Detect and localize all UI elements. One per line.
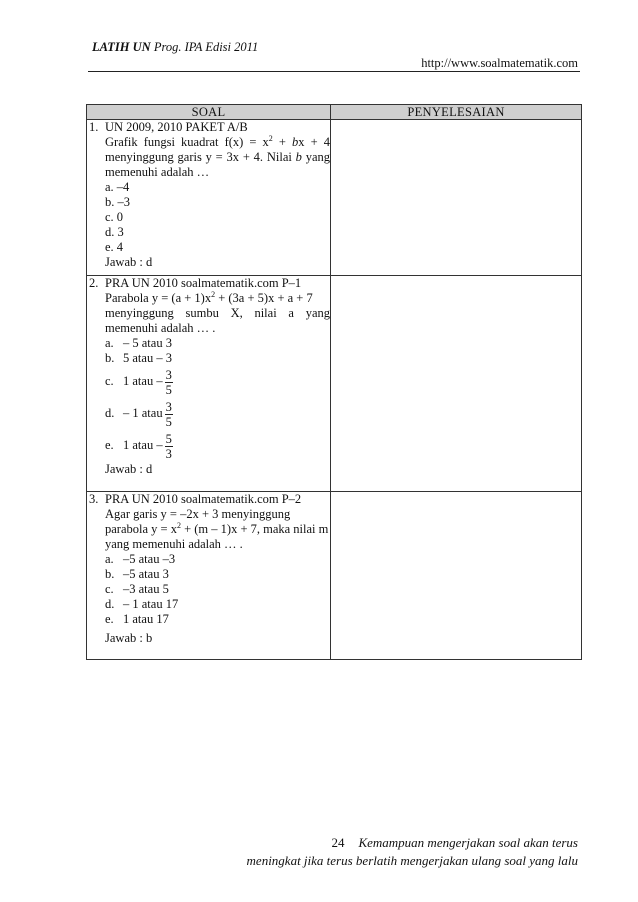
option-c: c. 1 atau – $\frac{3}{5}$: [105, 367, 172, 397]
question-text: Parabola $y = (a + 1)x^2 + (3a + 5)x + a + 7$: [105, 289, 313, 305]
answer-space: [331, 276, 582, 492]
question-number: 1.: [89, 120, 99, 134]
question-number: 2.: [89, 276, 99, 290]
option-d: d. – 1 atau $\frac{3}{5}$: [105, 399, 172, 429]
question-source: PRA UN 2010 soalmatematik.com P–2: [105, 492, 302, 506]
footer-motto: Kemampuan mengerjakan soal akan terus: [358, 835, 578, 850]
answer-space: [331, 120, 582, 276]
option-e: e. 1 atau 17: [105, 612, 169, 626]
header-title: LATIH UN Prog. IPA Edisi 2011: [92, 40, 259, 54]
page-number: 24: [331, 835, 345, 850]
header-rule: [88, 71, 580, 72]
footer-motto: meningkat jika terus berlatih mengerjakan ulang soal yang lalu: [246, 853, 578, 868]
question-text: Agar garis y = –2x + 3 menyinggung: [105, 507, 291, 521]
question-source: PRA UN 2010 soalmatematik.com P–1: [105, 276, 302, 290]
answer: Jawab : b: [105, 631, 153, 645]
answer-space: [331, 492, 582, 660]
option-b: b. –3: [105, 195, 130, 209]
option-d: d. – 1 atau 17: [105, 597, 179, 611]
question-source: UN 2009, 2010 PAKET A/B: [105, 120, 248, 134]
option-c: c. 0: [105, 210, 124, 224]
option-d: d. 3: [105, 225, 124, 239]
header-url: http://www.soalmatematik.com: [421, 56, 578, 70]
fraction: $\frac{3}{5}$: [165, 399, 172, 429]
option-e: e. 4: [105, 240, 124, 254]
col-penyelesaian: PENYELESAIAN: [331, 105, 582, 120]
fraction: $\frac{5}{3}$: [165, 431, 172, 461]
option-e: e. 1 atau – $\frac{5}{3}$: [105, 431, 172, 461]
question-row: [87, 276, 582, 492]
question-table: [86, 104, 582, 660]
option-a: a. –4: [105, 180, 130, 194]
question-1: [87, 120, 331, 276]
question-text: yang memenuhi adalah … .: [105, 537, 243, 551]
question-3: [87, 492, 331, 660]
col-soal: SOAL: [87, 105, 331, 120]
option-b: b. 5 atau – 3: [105, 351, 172, 365]
question-row: [87, 492, 582, 660]
answer: Jawab : d: [105, 255, 153, 269]
question-text: parabola $y = x^2 + (m - 1)x + 7$, maka nilai m: [105, 520, 329, 536]
question-text: Grafik fungsi kuadrat $f(x) = x^2$ + bx + 4: [105, 133, 330, 149]
question-number: 3.: [89, 492, 99, 506]
option-c: c. –3 atau 5: [105, 582, 169, 596]
answer: Jawab : d: [105, 462, 153, 476]
question-text: menyinggung garis y = 3x + 4. Nilai b yang: [105, 150, 330, 164]
option-a: a. –5 atau –3: [105, 552, 176, 566]
option-b: b. –5 atau 3: [105, 567, 169, 581]
question-text: memenuhi adalah … .: [105, 321, 216, 335]
question-row: [87, 120, 582, 276]
fraction: $\frac{3}{5}$: [165, 367, 172, 397]
question-2: [87, 276, 331, 492]
option-a: a. – 5 atau 3: [105, 336, 172, 350]
page-footer: [247, 834, 578, 870]
question-text: memenuhi adalah …: [105, 165, 210, 179]
question-text: menyinggung sumbu X, nilai a yang: [105, 306, 330, 320]
